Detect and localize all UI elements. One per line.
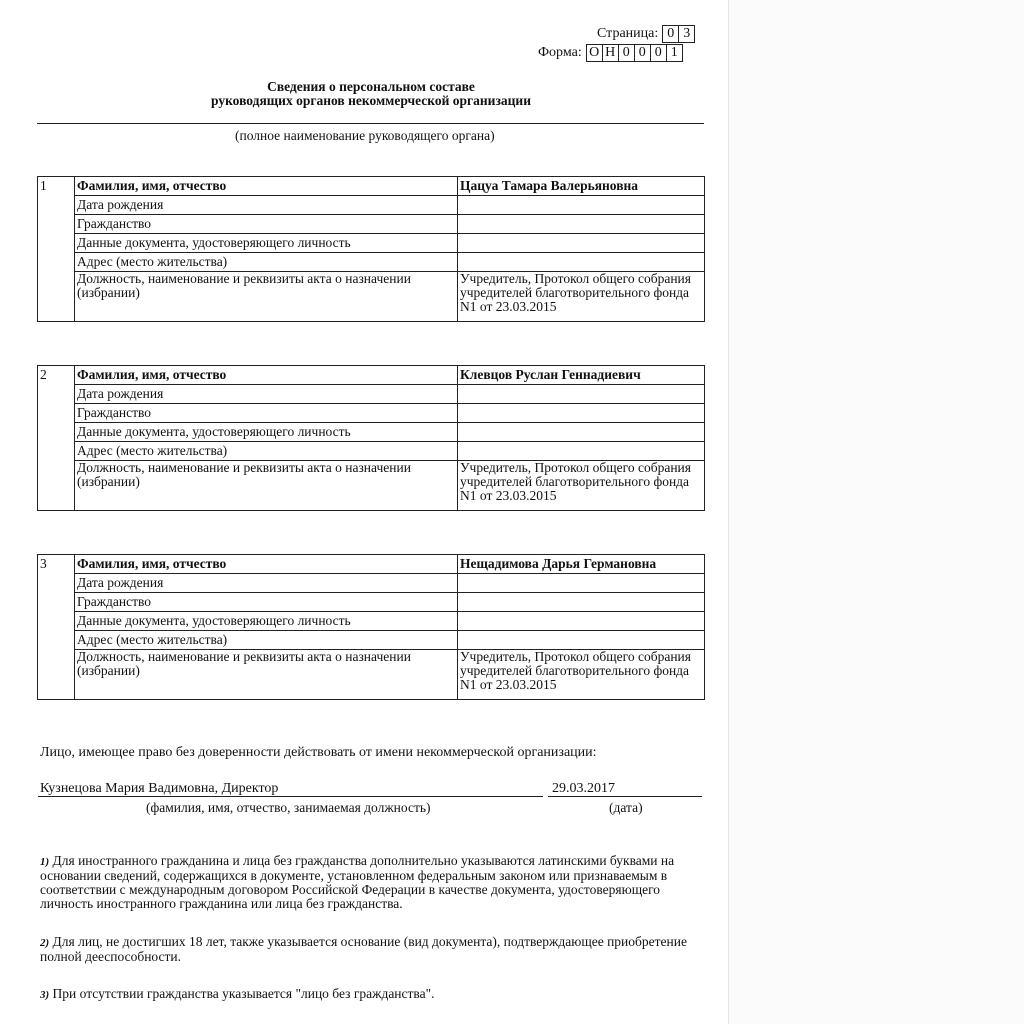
- citizenship-label: Гражданство: [75, 593, 458, 612]
- birth-date-value: [458, 385, 705, 404]
- id-document-label: Данные документа, удостоверяющего личность: [75, 612, 458, 631]
- address-label: Адрес (место жительства): [75, 253, 458, 272]
- viewer-background: [729, 0, 1024, 1024]
- birth-date-label: Дата рождения: [75, 196, 458, 215]
- fio-label: Фамилия, имя, отчество: [75, 555, 458, 574]
- person-table-2: [37, 365, 705, 511]
- birth-date-label: Дата рождения: [75, 574, 458, 593]
- signatory-caption: (фамилия, имя, отчество, занимаемая должность): [146, 800, 431, 815]
- person-number: 2: [38, 366, 75, 511]
- position-label: Должность, наименование и реквизиты акта о назначении (избрании): [75, 272, 458, 322]
- signature-date: 29.03.2017: [552, 781, 615, 796]
- footnote-mark: 3): [40, 989, 50, 1001]
- address-value: [458, 631, 705, 650]
- page-number-field: [597, 25, 695, 43]
- position-label: Должность, наименование и реквизиты акта о назначении (избрании): [75, 650, 458, 700]
- citizenship-value: [458, 593, 705, 612]
- form-label: Форма:: [538, 45, 582, 60]
- signatory-name: Кузнецова Мария Вадимовна, Директор: [40, 781, 279, 796]
- id-document-value: [458, 423, 705, 442]
- form-digit: 0: [619, 44, 635, 62]
- form-code-field: [538, 44, 683, 62]
- person-table-1: [37, 176, 705, 322]
- birth-date-value: [458, 574, 705, 593]
- footnote-text: При отсутствии гражданства указывается "лицо без гражданства".: [49, 986, 435, 1001]
- id-document-value: [458, 612, 705, 631]
- signature-date-line: [548, 796, 702, 797]
- position-label: Должность, наименование и реквизиты акта о назначении (избрании): [75, 461, 458, 511]
- footnote-text: Для иностранного гражданина и лица без гражданства дополнительно указываются латинскими буквами на основании сведений, содержащихся в документе, установленном федеральным законом или признаваемым в соответствии с международным договором Российской Федерации в качестве документа, удостоверяющего личность иностранного гражданина или лица без гражданства.: [40, 853, 675, 911]
- footnote-mark: 1): [40, 856, 50, 868]
- title-line-2: руководящих органов некоммерческой организации: [211, 93, 531, 108]
- footnote-3: [40, 987, 705, 1002]
- form-digit: 0: [651, 44, 667, 62]
- organ-name-line: [37, 123, 704, 124]
- footnote-2: [40, 935, 705, 964]
- id-document-value: [458, 234, 705, 253]
- person-number: 1: [38, 177, 75, 322]
- document-title: [38, 80, 704, 108]
- footnote-text: Для лиц, не достигших 18 лет, также указывается основание (вид документа), подтверждающее приобретение полной дееспособности.: [40, 934, 687, 964]
- address-label: Адрес (место жительства): [75, 442, 458, 461]
- birth-date-value: [458, 196, 705, 215]
- id-document-label: Данные документа, удостоверяющего личность: [75, 423, 458, 442]
- citizenship-value: [458, 404, 705, 423]
- fio-value: Клевцов Руслан Геннадиевич: [458, 366, 705, 385]
- footnote-1: [40, 854, 705, 911]
- position-value: Учредитель, Протокол общего собрания учредителей благотворительного фонда N1 от 23.03.2015: [458, 650, 705, 700]
- id-document-label: Данные документа, удостоверяющего личность: [75, 234, 458, 253]
- address-label: Адрес (место жительства): [75, 631, 458, 650]
- birth-date-label: Дата рождения: [75, 385, 458, 404]
- authorized-person-text: Лицо, имеющее право без доверенности действовать от имени некоммерческой организации:: [40, 745, 597, 760]
- fio-label: Фамилия, имя, отчество: [75, 366, 458, 385]
- signatory-name-line: [38, 796, 543, 797]
- citizenship-label: Гражданство: [75, 404, 458, 423]
- page-label: Страница:: [597, 26, 659, 41]
- form-digit: Н: [603, 44, 619, 62]
- fio-label: Фамилия, имя, отчество: [75, 177, 458, 196]
- person-number: 3: [38, 555, 75, 700]
- address-value: [458, 442, 705, 461]
- fio-value: Цацуа Тамара Валерьяновна: [458, 177, 705, 196]
- page-digit: 3: [679, 25, 695, 43]
- title-line-1: Сведения о персональном составе: [267, 79, 475, 94]
- position-value: Учредитель, Протокол общего собрания учредителей благотворительного фонда N1 от 23.03.2015: [458, 461, 705, 511]
- citizenship-value: [458, 215, 705, 234]
- person-table-3: [37, 554, 705, 700]
- footnote-mark: 2): [40, 937, 50, 949]
- citizenship-label: Гражданство: [75, 215, 458, 234]
- address-value: [458, 253, 705, 272]
- page-digit: 0: [662, 25, 679, 43]
- position-value: Учредитель, Протокол общего собрания учредителей благотворительного фонда N1 от 23.03.2015: [458, 272, 705, 322]
- date-caption: (дата): [609, 800, 643, 815]
- fio-value: Нещадимова Дарья Германовна: [458, 555, 705, 574]
- form-digit: 1: [667, 44, 683, 62]
- form-digit: 0: [635, 44, 651, 62]
- organ-name-caption: (полное наименование руководящего органа): [235, 128, 495, 143]
- form-digit: О: [586, 44, 603, 62]
